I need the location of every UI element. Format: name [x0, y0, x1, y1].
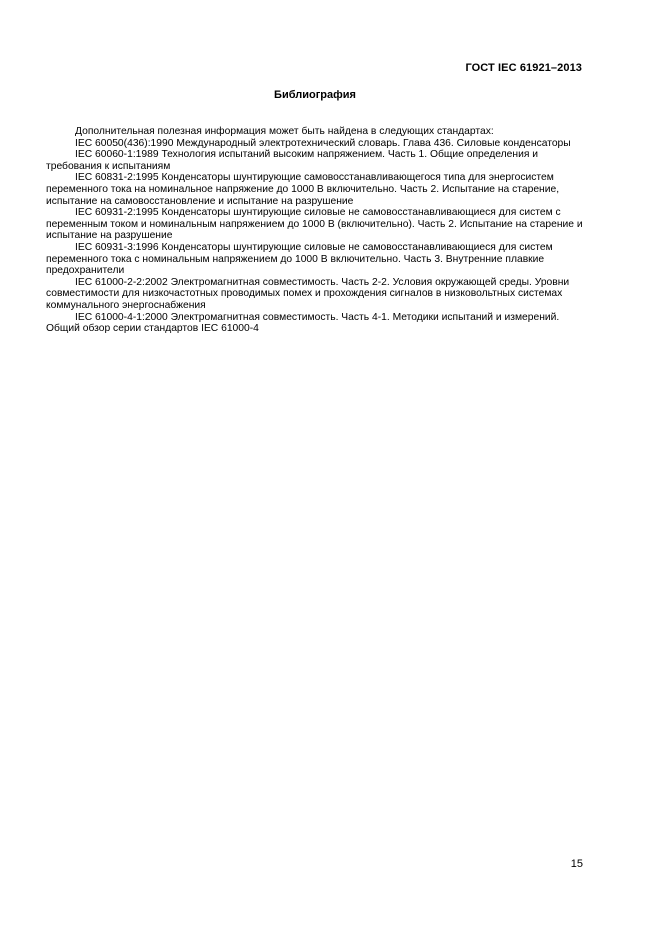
reference-item: [46, 149, 584, 172]
reference-item: [46, 172, 584, 207]
reference-code: IEC 60060-1:1989: [75, 149, 159, 161]
reference-code: IEC 61000-2-2:2002: [75, 276, 168, 288]
reference-item: [46, 138, 584, 150]
reference-text: Конденсаторы шунтирующие силовые не самовосстанавливающиеся для систем переменного тока с номинальным напряжением до 1000 В включительно. Часть 3. Внутренние плавкие предохранители: [46, 241, 553, 277]
reference-code: IEC 60931-2:1995: [75, 207, 159, 219]
reference-text: Технология испытаний высоким напряжением. Часть 1. Общие определения и требования к испытаниям: [46, 149, 539, 172]
reference-text: Конденсаторы шунтирующие самовосстанавливающегося типа для энергосистем переменного тока на номинальное напряжение до 1000 В включительно. Часть 2. Испытание на старение, испытание на самовосстановление и испытание на разрушение: [46, 172, 560, 207]
intro-paragraph: Дополнительная полезная информация может быть найдена в следующих стандартах:: [75, 126, 494, 137]
reference-item: [46, 242, 584, 277]
reference-text: Электромагнитная совместимость. Часть 2-2. Условия окружающей среды. Уровни совместимости для низкочастотных проводимых помех и прохождения сигналов в низковольтных системах коммунального энергоснабжения: [46, 276, 570, 311]
reference-code: IEC 60931-3:1996: [75, 241, 159, 253]
bibliography-content: [46, 126, 584, 335]
reference-code: IEC 60050(436):1990: [75, 137, 174, 149]
reference-text: Электромагнитная совместимость. Часть 4-1. Методики испытаний и измерений. Общий обзор серии стандартов IEC 61000-4: [46, 311, 560, 335]
reference-text: Международный электротехнический словарь. Глава 436. Силовые конденсаторы: [176, 137, 571, 149]
reference-item: [46, 277, 584, 312]
reference-code: IEC 61000-4-1:2000: [75, 311, 168, 323]
standard-code-header: ГОСТ IEC 61921–2013: [465, 62, 582, 74]
reference-text: Конденсаторы шунтирующие силовые не самовосстанавливающиеся для систем с переменным током и номинальным напряжением до 1000 В (включительно). Часть 2. Испытание на старение и испытание на разрушение: [46, 207, 583, 242]
page-title: Библиография: [274, 89, 356, 101]
reference-code: IEC 60831-2:1995: [75, 172, 159, 184]
reference-item: [46, 312, 584, 335]
reference-item: [46, 207, 584, 242]
page-number: 15: [570, 858, 583, 870]
